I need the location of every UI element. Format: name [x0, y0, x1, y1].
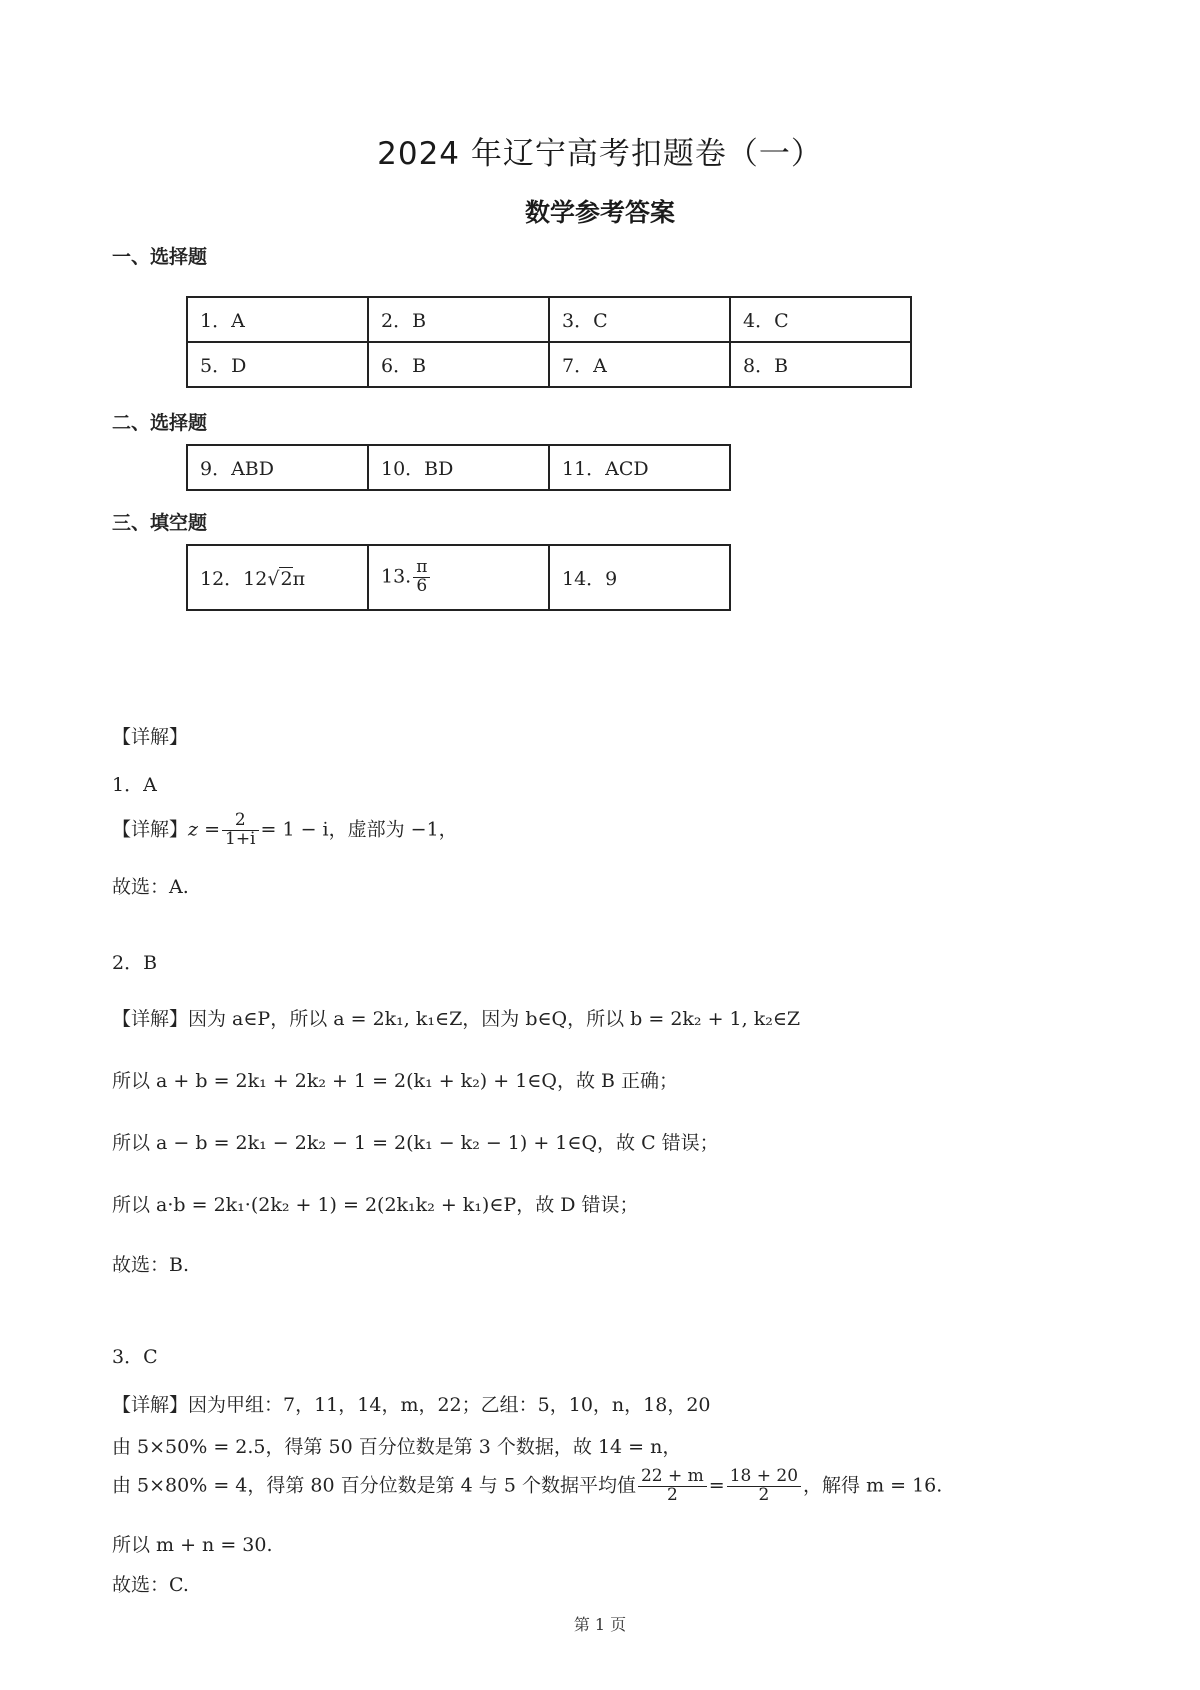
fraction-denominator: 1+i	[225, 828, 256, 849]
fraction	[727, 1468, 801, 1505]
answer-13-prefix: 13.	[381, 565, 412, 588]
q3-line-3-tail: ，解得 m = 16.	[803, 1474, 943, 1497]
formula-lhs: z =	[188, 818, 220, 841]
q2-label: 2．B	[112, 952, 158, 974]
answer-cell: 6．B	[368, 342, 549, 387]
section-heading-choice: 一、选择题	[112, 246, 208, 268]
answer-cell: 7．A	[549, 342, 730, 387]
answer-12-suffix: π	[292, 568, 306, 590]
q3-label: 3．C	[112, 1346, 158, 1368]
page-subtitle: 数学参考答案	[524, 198, 675, 227]
answer-cell: 4．C	[730, 297, 911, 342]
q1-conclusion: 故选：A.	[112, 876, 189, 898]
q2-line-3: 所以 a − b = 2k₁ − 2k₂ − 1 = 2(k₁ − k₂ − 1) + 1∈Q，故 C 错误；	[112, 1132, 719, 1154]
fraction-denominator: 2	[666, 1484, 678, 1505]
q2-conclusion: 故选：B.	[112, 1254, 190, 1276]
fraction-numerator: 2	[222, 812, 259, 831]
fraction-numerator: 18 + 20	[727, 1468, 801, 1487]
sqrt-sign: √	[267, 568, 280, 590]
fill-answer-table	[186, 544, 731, 611]
formula-rhs: = 1 − i，虚部为 −1，	[260, 818, 458, 841]
choice-answer-table	[186, 296, 912, 388]
section-heading-multi: 二、选择题	[112, 412, 208, 434]
q3-line-1: 【详解】因为甲组：7，11，14，m，22；乙组：5，10，n，18，20	[112, 1394, 711, 1416]
detail-heading: 【详解】	[112, 726, 189, 748]
multi-answer-table	[186, 444, 731, 491]
q3-line-3	[112, 1468, 942, 1505]
q3-line-4: 所以 m + n = 30.	[112, 1534, 273, 1556]
answer-12-prefix: 12．12	[200, 568, 268, 590]
page-number: 第 1 页	[573, 1615, 627, 1634]
answer-cell: 5．D	[187, 342, 368, 387]
q2-line-2: 所以 a + b = 2k₁ + 2k₂ + 1 = 2(k₁ + k₂) + 1∈Q，故 B 正确；	[112, 1070, 678, 1092]
fraction	[638, 1468, 707, 1505]
fraction-denominator: 6	[416, 576, 428, 596]
answer-cell: 9．ABD	[187, 445, 368, 490]
answer-cell: 10．BD	[368, 445, 549, 490]
page-title: 2024 年辽宁高考扣题卷（一）	[377, 136, 823, 172]
q1-detail	[112, 812, 458, 849]
fraction-denominator: 2	[758, 1484, 770, 1505]
fraction	[222, 812, 259, 849]
answer-cell-14: 14．9	[549, 545, 730, 610]
fraction-numerator: π	[413, 559, 430, 578]
section-heading-fill: 三、填空题	[112, 512, 208, 534]
answer-cell-12	[187, 545, 368, 610]
q2-line-4: 所以 a·b = 2k₁·(2k₂ + 1) = 2(2k₁k₂ + k₁)∈P，故 D 错误；	[112, 1194, 639, 1216]
fraction	[413, 559, 430, 596]
answer-cell: 1．A	[187, 297, 368, 342]
fraction-numerator: 22 + m	[638, 1468, 707, 1487]
q3-conclusion: 故选：C.	[112, 1574, 189, 1596]
q3-line-2: 由 5×50% = 2.5，得第 50 百分位数是第 3 个数据，故 14 = n，	[112, 1436, 682, 1458]
answer-cell-13	[368, 545, 549, 610]
answer-12-radicand: 2	[280, 568, 293, 590]
answer-cell: 11．ACD	[549, 445, 730, 490]
q1-label: 1．A	[112, 774, 157, 796]
answer-cell: 8．B	[730, 342, 911, 387]
detail-tag: 【详解】	[112, 818, 189, 841]
q3-line-3-text: 由 5×80% = 4，得第 80 百分位数是第 4 与 5 个数据平均值	[112, 1474, 636, 1497]
answer-cell: 2．B	[368, 297, 549, 342]
answer-cell: 3．C	[549, 297, 730, 342]
equals-sign: =	[708, 1474, 725, 1497]
q2-line-1: 【详解】因为 a∈P，所以 a = 2k₁, k₁∈Z，因为 b∈Q，所以 b = 2k₂ + 1, k₂∈Z	[112, 1008, 801, 1030]
